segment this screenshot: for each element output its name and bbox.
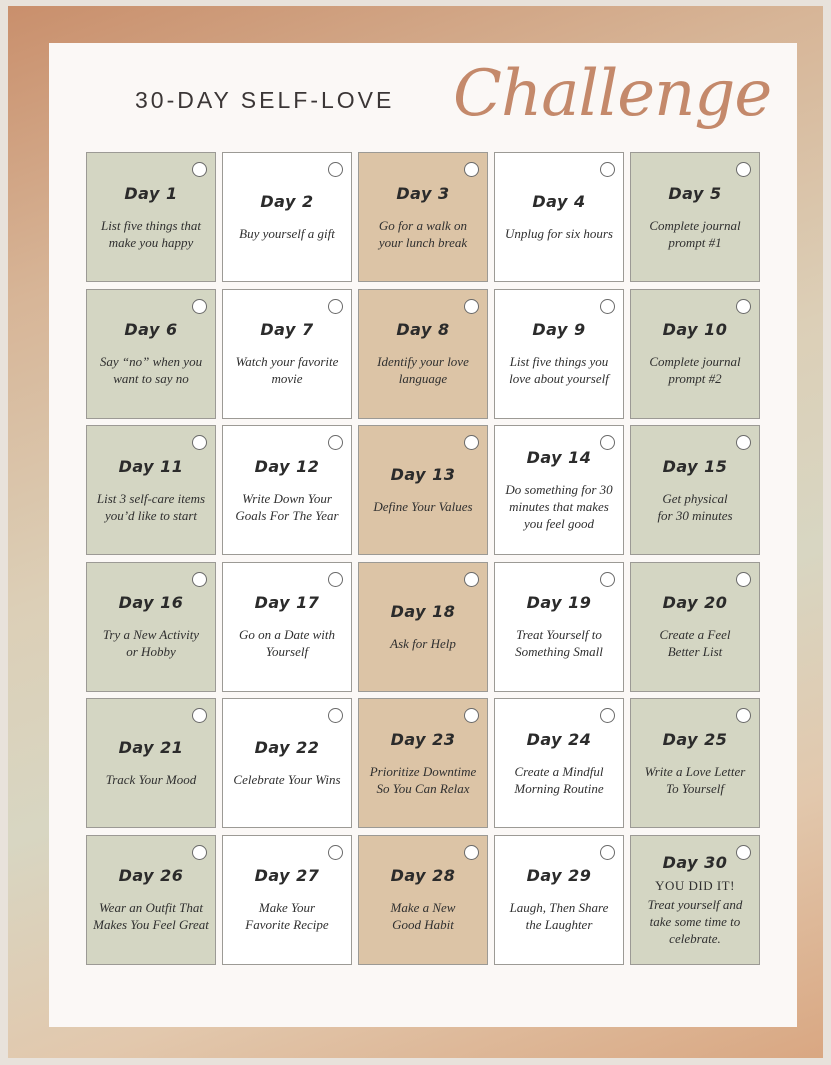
- day-cell: [630, 289, 760, 419]
- checkbox-circle[interactable]: [192, 435, 207, 450]
- checkbox-circle[interactable]: [600, 572, 615, 587]
- day-label: Day 5: [668, 183, 722, 203]
- day-cell: [358, 152, 488, 282]
- checkbox-circle[interactable]: [464, 708, 479, 723]
- day-label: Day 17: [254, 593, 320, 613]
- day-label: Day 11: [118, 456, 184, 476]
- day-label: Day 20: [662, 593, 728, 613]
- checkbox-circle[interactable]: [736, 708, 751, 723]
- day-cell: [222, 425, 352, 555]
- checkbox-circle[interactable]: [192, 708, 207, 723]
- day-description: Say “no” when you want to say no: [99, 354, 203, 387]
- checkbox-circle[interactable]: [736, 572, 751, 587]
- day-label: Day 1: [124, 183, 178, 203]
- day-label: Day 21: [118, 738, 184, 758]
- day-cell: [494, 835, 624, 965]
- day-description: Do something for 30 minutes that makes you feel good: [505, 482, 613, 532]
- checkbox-circle[interactable]: [600, 708, 615, 723]
- day-description: Watch your favorite movie: [235, 354, 339, 387]
- day-cell: [494, 698, 624, 828]
- day-cell: [630, 425, 760, 555]
- day-label: Day 23: [390, 729, 456, 749]
- title-main: 30-DAY SELF-LOVE: [135, 87, 395, 113]
- day-cell: [358, 698, 488, 828]
- day-description: List five things that make you happy: [100, 217, 202, 250]
- checkbox-circle[interactable]: [464, 572, 479, 587]
- day-cell: [86, 562, 216, 692]
- checkbox-circle[interactable]: [464, 299, 479, 314]
- checkbox-circle[interactable]: [192, 845, 207, 860]
- day-label: Day 28: [390, 866, 456, 886]
- day-description: Make Your Favorite Recipe: [245, 900, 329, 933]
- checkbox-circle[interactable]: [600, 435, 615, 450]
- checkbox-circle[interactable]: [600, 845, 615, 860]
- day-description: Write a Love Letter To Yourself: [644, 763, 746, 796]
- day-description: Ask for Help: [390, 635, 456, 651]
- day-description: Go on a Date with Yourself: [238, 627, 336, 660]
- day-label: Day 6: [124, 320, 178, 340]
- day-description: Create a Mindful Morning Routine: [514, 763, 604, 796]
- day-label: Day 22: [254, 738, 320, 758]
- day-cell: [358, 425, 488, 555]
- day-description: Treat yourself and take some time to celebrate.: [647, 896, 743, 946]
- title-row: [49, 43, 797, 143]
- day-cell: [630, 562, 760, 692]
- day-description: Go for a walk on your lunch break: [378, 217, 468, 250]
- day-label: Day 29: [526, 866, 592, 886]
- checkbox-circle[interactable]: [192, 162, 207, 177]
- checkbox-circle[interactable]: [328, 845, 343, 860]
- day-label: Day 24: [526, 729, 592, 749]
- day-label: Day 26: [118, 866, 184, 886]
- day-cell: [86, 698, 216, 828]
- day-label: Day 16: [118, 593, 184, 613]
- checkbox-circle[interactable]: [736, 299, 751, 314]
- checkbox-circle[interactable]: [328, 435, 343, 450]
- challenge-grid: [86, 152, 760, 965]
- day-cell: [86, 152, 216, 282]
- day-description: Complete journal prompt #1: [649, 217, 741, 250]
- day-description: List five things you love about yourself: [509, 354, 609, 387]
- day-description: Laugh, Then Share the Laughter: [509, 900, 609, 933]
- day-cell: [222, 152, 352, 282]
- day-label: Day 9: [532, 320, 586, 340]
- day-description: Try a New Activity or Hobby: [102, 627, 200, 660]
- day-cell: [358, 562, 488, 692]
- day-shout: YOU DID IT!: [655, 877, 735, 893]
- checkbox-circle[interactable]: [192, 299, 207, 314]
- day-description: Define Your Values: [373, 499, 473, 515]
- checkbox-circle[interactable]: [600, 299, 615, 314]
- day-description: List 3 self-care items you’d like to start: [96, 490, 206, 523]
- day-label: Day 30: [662, 852, 728, 872]
- day-cell: [86, 425, 216, 555]
- checkbox-circle[interactable]: [464, 162, 479, 177]
- day-label: Day 12: [254, 456, 320, 476]
- checkbox-circle[interactable]: [600, 162, 615, 177]
- day-label: Day 7: [260, 320, 314, 340]
- day-description: Complete journal prompt #2: [649, 354, 741, 387]
- day-cell: [494, 152, 624, 282]
- day-cell: [630, 698, 760, 828]
- day-label: Day 4: [532, 192, 586, 211]
- day-description: Track Your Mood: [105, 772, 197, 788]
- day-label: Day 10: [662, 320, 728, 340]
- day-cell: [630, 835, 760, 965]
- day-cell: [86, 835, 216, 965]
- checkbox-circle[interactable]: [464, 435, 479, 450]
- day-label: Day 19: [526, 593, 592, 613]
- day-cell: [86, 289, 216, 419]
- day-description: Prioritize Downtime So You Can Relax: [369, 763, 477, 796]
- day-cell: [494, 425, 624, 555]
- day-cell: [494, 289, 624, 419]
- day-description: Treat Yourself to Something Small: [515, 627, 603, 660]
- day-label: Day 3: [396, 183, 450, 203]
- checkbox-circle[interactable]: [192, 572, 207, 587]
- checkbox-circle[interactable]: [736, 162, 751, 177]
- day-cell: [222, 835, 352, 965]
- day-description: Celebrate Your Wins: [233, 772, 341, 788]
- checkbox-circle[interactable]: [328, 572, 343, 587]
- day-cell: [494, 562, 624, 692]
- checkbox-circle[interactable]: [328, 299, 343, 314]
- checkbox-circle[interactable]: [328, 162, 343, 177]
- day-label: Day 18: [390, 601, 456, 621]
- day-label: Day 27: [254, 866, 320, 886]
- day-description: Identify your love language: [377, 354, 469, 387]
- day-label: Day 8: [396, 320, 450, 340]
- day-description: Wear an Outfit That Makes You Feel Great: [93, 900, 209, 933]
- day-cell: [358, 835, 488, 965]
- day-description: Make a New Good Habit: [390, 900, 456, 933]
- day-label: Day 25: [662, 729, 728, 749]
- checkbox-circle[interactable]: [464, 845, 479, 860]
- day-cell: [630, 152, 760, 282]
- challenge-sheet: [49, 43, 797, 1027]
- day-description: Get physical for 30 minutes: [657, 490, 733, 523]
- day-description: Write Down Your Goals For The Year: [235, 490, 339, 523]
- day-cell: [222, 562, 352, 692]
- day-description: Buy yourself a gift: [239, 226, 335, 241]
- checkbox-circle[interactable]: [736, 845, 751, 860]
- day-description: Unplug for six hours: [505, 226, 613, 241]
- day-cell: [222, 698, 352, 828]
- day-cell: [222, 289, 352, 419]
- day-label: Day 15: [662, 456, 728, 476]
- checkbox-circle[interactable]: [328, 708, 343, 723]
- day-label: Day 14: [526, 448, 592, 468]
- checkbox-circle[interactable]: [736, 435, 751, 450]
- day-label: Day 2: [260, 192, 314, 211]
- page-frame: [8, 6, 823, 1058]
- day-cell: [358, 289, 488, 419]
- day-label: Day 13: [390, 465, 456, 485]
- day-description: Create a Feel Better List: [659, 627, 731, 660]
- title-script: Challenge: [453, 57, 772, 131]
